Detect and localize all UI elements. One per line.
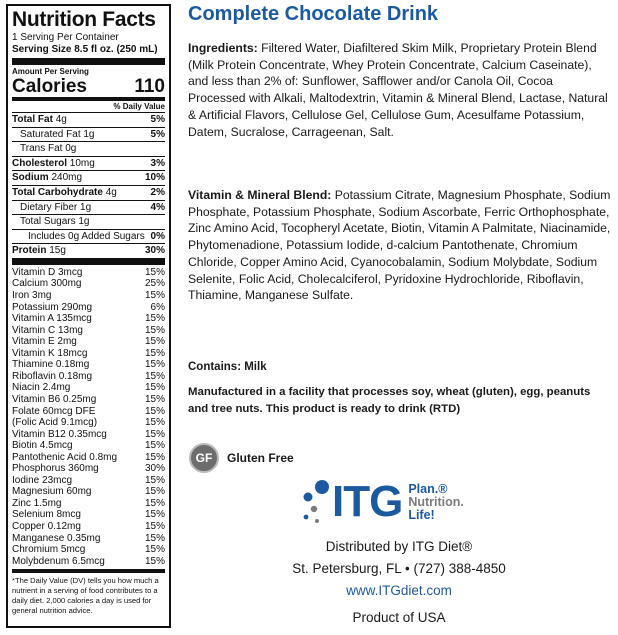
amount-per-serving: Amount Per Serving [12,67,89,76]
vitamin-row [12,348,165,360]
gluten-free-badge-group [189,443,294,473]
vitamin-dv: 15% [144,544,165,556]
nutrient-label: Sodium [12,172,49,184]
divider [12,258,165,265]
vitamin-dv: 15% [144,509,165,521]
vitamin-dv: 15% [144,393,165,405]
vitamin-row [12,267,165,279]
nutrient-label: Dietary Fiber [20,201,78,213]
itg-logo [300,478,464,526]
vitamin-row [12,302,165,314]
vitamin-label: Magnesium 60mg [12,486,92,498]
vitamin-blend-paragraph [188,187,612,304]
nutrient-row-dietary-fiber [12,200,165,215]
nutrient-amount: 1g [83,128,95,140]
servings-per-container: 1 Serving Per Container [12,32,119,43]
vitamin-label: (Folic Acid 9.1mcg) [12,417,98,429]
nutrient-dv: 30% [144,245,165,257]
vitamin-dv: 15% [144,359,165,371]
nutrient-label: Total Carbohydrate [12,186,103,198]
logo-dots-icon [300,479,330,525]
nutrient-row-total-fat [12,112,165,127]
vitamin-row [12,556,165,568]
product-title: Complete Chocolate Drink [188,3,439,25]
vitamin-label: Vitamin B6 0.25mg [12,393,97,405]
nutrient-amount: 15g [49,245,66,257]
vitamin-dv: 15% [144,532,165,544]
nutrient-row-sodium [12,170,165,185]
nutrient-dv: 5% [150,114,165,125]
nutrient-label: Total Fat [12,114,53,125]
vitamin-label: Folate 60mcg DFE [12,405,96,417]
nutrient-amount: 4g [55,114,67,125]
nutrient-row-protein [12,243,165,258]
gluten-free-icon: GF [189,443,219,473]
vitamin-row [12,544,165,556]
vitamin-dv: 15% [144,370,165,382]
contains-text: Contains: Milk [188,361,267,373]
vitamin-label: Vitamin C 13mg [12,324,83,336]
ingredients-paragraph [188,40,612,140]
vitamin-dv: 15% [144,555,165,567]
vitamin-label: Thiamine 0.18mg [12,359,90,371]
nutrient-row-total-sugars [12,214,165,229]
vitamin-label: Vitamin K 18mcg [12,347,88,359]
nutrient-row-saturated-fat [12,127,165,142]
vitamin-dv: 15% [144,405,165,417]
vitamin-row [12,417,165,429]
daily-value-header: % Daily Value [113,102,165,111]
nutrient-label: Total Sugars [20,216,76,228]
nutrient-row-trans-fat [12,141,165,156]
vitamin-blend-label: Vitamin & Mineral Blend: [188,188,332,202]
vitamin-label: Manganese 0.35mg [12,532,101,544]
vitamin-row [12,452,165,464]
calories-row [12,77,165,97]
allergen-contains [188,359,612,376]
nutrient-label: Includes 0g Added Sugars [28,230,145,242]
vitamin-dv: 6% [150,301,165,313]
vitamin-row [12,371,165,383]
vitamin-dv: 15% [144,474,165,486]
tagline-plan: Plan.® [408,481,448,496]
website-link[interactable]: www.ITGdiet.com [346,583,452,598]
divider [12,58,165,65]
vitamin-row [12,475,165,487]
nutrition-facts-title: Nutrition Facts [12,8,156,31]
nutrient-amount: 240mg [51,172,83,184]
vitamin-label: Niacin 2.4mg [12,382,71,394]
vitamin-row [12,406,165,418]
vitamin-dv: 15% [144,417,165,429]
gluten-free-label: Gluten Free [227,451,294,465]
vitamin-label: Copper 0.12mg [12,520,81,532]
nutrient-dv: 4% [150,201,165,213]
calories-label: Calories [12,76,87,97]
tagline-life: Life! [408,507,435,522]
nutrient-dv: 3% [150,157,165,169]
nutrient-row-added-sugars [12,229,165,244]
vitamin-dv: 15% [144,313,165,325]
address-phone-line: St. Petersburg, FL • (727) 388-4850 [292,561,506,576]
vitamin-row [12,463,165,475]
vitamin-dv: 30% [144,463,165,475]
nutrient-dv: 0% [150,230,165,242]
vitamin-dv: 15% [144,290,165,302]
vitamin-dv: 15% [144,336,165,348]
vitamin-label: Chromium 5mcg [12,544,86,556]
nutrient-amount: 0g [65,143,77,155]
vitamin-label: Vitamin D 3mcg [12,266,83,278]
vitamin-label: Molybdenum 6.5mcg [12,555,105,567]
daily-value-footnote: *The Daily Value (DV) tells you how much a nutrient in a serving of food contributes to a daily diet. 2,000 calories a day is used for general nutrition advice. [12,576,159,616]
logo-tagline [408,483,464,522]
ingredients-text: Filtered Water, Diafiltered Skim Milk, Proprietary Protein Blend (Milk Protein Concentrate, Whey Protein Concentrate, Calcium Caseinate), and less than 2% of: Sunflower, Safflower and/or Canola Oil, Cocoa Processed with Alkali, Maltodextrin, Vitamin & Mineral Blend, Lactase, Natural & Artificial Flavors, Cellulose Gel, Cellulose Gum, Acesulfame Potassium, Datem, Sucralose, Carrageenan, Salt. [188,41,608,139]
nutrient-dv: 5% [150,128,165,140]
vitamin-list [12,267,165,567]
serving-size: Serving Size 8.5 fl oz. (250 mL) [12,44,158,55]
vitamin-label: Iron 3mg [12,290,52,302]
vitamin-dv: 15% [144,428,165,440]
logo-wordmark: ITG [332,477,403,526]
vitamin-dv: 15% [144,520,165,532]
vitamin-dv: 15% [144,266,165,278]
vitamin-row [12,533,165,545]
vitamin-label: Phosphorus 360mg [12,463,99,475]
nutrient-label: Saturated Fat [20,128,81,140]
nutrient-label: Protein [12,245,47,257]
vitamin-dv: 15% [144,347,165,359]
nutrient-amount: 4g [105,186,117,198]
divider [12,569,165,573]
nutrient-amount: 1g [80,201,92,213]
nutrition-facts-panel [6,4,171,628]
vitamin-label: Vitamin E 2mg [12,336,77,348]
vitamin-row [12,509,165,521]
vitamin-label: Iodine 23mcg [12,474,73,486]
ingredients-label: Ingredients: [188,41,258,55]
vitamin-label: Selenium 8mcg [12,509,81,521]
manufacturing-note: Manufactured in a facility that processes soy, wheat (gluten), egg, peanuts and tree nuts. This product is ready to drink (RTD) [188,386,591,415]
vitamin-row [12,429,165,441]
nutrient-label: Trans Fat [20,143,63,155]
vitamin-label: Potassium 290mg [12,301,93,313]
nutrient-dv: 10% [144,172,165,184]
vitamin-dv: 25% [144,278,165,290]
vitamin-row [12,290,165,302]
vitamin-dv: 15% [144,497,165,509]
vitamin-label: Biotin 4.5mcg [12,440,73,452]
nutrient-label: Cholesterol [12,157,68,169]
nutrient-row-total-carbohydrate [12,185,165,200]
vitamin-blend-text: Potassium Citrate, Magnesium Phosphate, Sodium Phosphate, Potassium Phosphate, Sodium Ascorbate, Ferric Orthophosphate, Zinc Amino Acid, Tocopheryl Acetate, Biotin, Vitamin A Palmitate, Niacinamide, Phytomenadione, Potassium Iodide, d-calcium Pantothenate, Chromium Chloride, Copper Amino Acid, Cyanocobalamin, Sodium Molybdate, Sodium Selenite, Folic Acid, Cholecalciferol, Pyridoxine Hydrochloride, Riboflavin, Thiamine, Manganese Sulfate. [188,188,611,303]
vitamin-row [12,325,165,337]
vitamin-row [12,521,165,533]
vitamin-row [12,278,165,290]
nutrient-amount: 1g [78,216,90,228]
vitamin-label: Zinc 1.5mg [12,497,62,509]
vitamin-label: Calcium 300mg [12,278,82,290]
nutrient-dv: 2% [150,186,165,198]
vitamin-dv: 15% [144,324,165,336]
vitamin-label: Vitamin B12 0.35mcg [12,428,107,440]
vitamin-label: Riboflavin 0.18mg [12,370,93,382]
nutrient-amount: 10mg [69,157,95,169]
nutrient-row-cholesterol [12,156,165,171]
country-of-origin: Product of USA [352,610,446,625]
calories-value: 110 [134,76,165,97]
vitamin-row [12,486,165,498]
vitamin-row [12,313,165,325]
vitamin-row [12,359,165,371]
vitamin-row [12,498,165,510]
vitamin-dv: 15% [144,451,165,463]
vitamin-row [12,440,165,452]
vitamin-row [12,382,165,394]
vitamin-dv: 15% [144,382,165,394]
vitamin-dv: 15% [144,440,165,452]
vitamin-dv: 15% [144,486,165,498]
distributor-line: Distributed by ITG Diet® [325,539,473,554]
vitamin-label: Pantothenic Acid 0.8mg [12,451,118,463]
vitamin-row [12,394,165,406]
vitamin-row [12,336,165,348]
tagline-nutrition: Nutrition. [408,494,464,509]
vitamin-label: Vitamin A 135mcg [12,313,92,325]
